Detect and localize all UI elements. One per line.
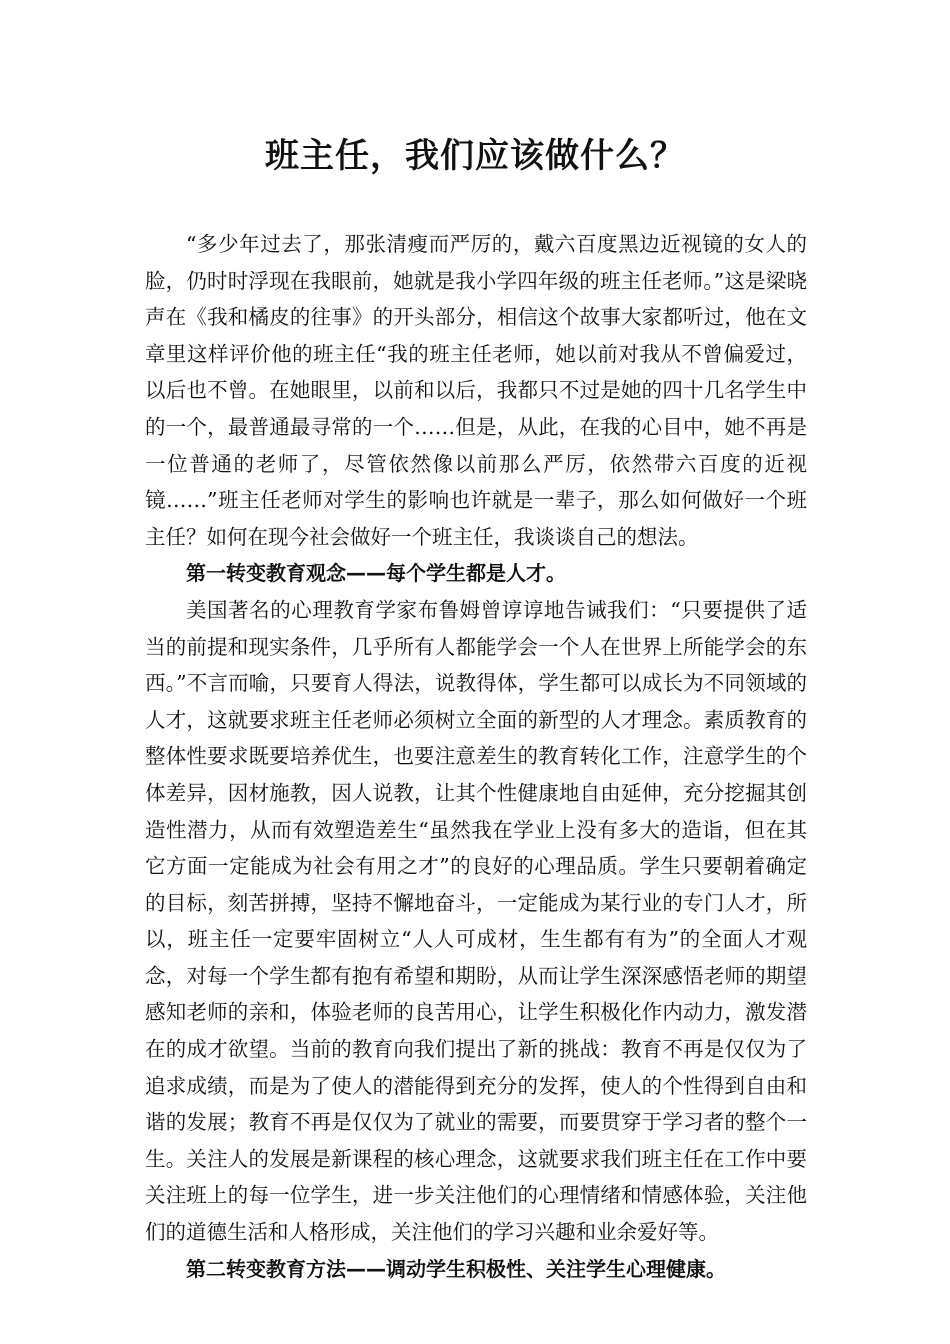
intro-paragraph: “多少年过去了，那张清瘦而严厉的，戴六百度黑边近视镜的女人的脸，仍时时浮现在我眼前，她就是我小学四年级的班主任老师。”这是梁晓声在《我和橘皮的往事》的开头部分，相信这个故事大家都听过，他在文章里这样评价他的班主任“我的班主任老师，她以前对我从不曾偏爱过，以后也不曾。在她眼里，以前和以后，我都只不过是她的四十几名学生中的一个，最普通最寻常的一个……但是，从此，在我的心目中，她不再是一位普通的老师了，尽管依然像以前那么严厉，依然带六百度的近视镜……”班主任老师对学生的影响也许就是一辈子，那么如何做好一个班主任？如何在现今社会做好一个班主任，我谈谈自己的想法。 xyxy=(145,232,807,549)
section-2-heading: 第二转变教育方法——调动学生积极性、关注学生心理健康。 xyxy=(186,1256,726,1281)
section-1-heading: 第一转变教育观念——每个学生都是人才。 xyxy=(186,561,566,586)
section-1-paragraph: 美国著名的心理教育学家布鲁姆曾谆谆地告诫我们：“只要提供了适当的前提和现实条件，几乎所有人都能学会一个人在世界上所能学会的东西。”不言而喻，只要育人得法，说教得体，学生都可以成长为不同领域的人才，这就要求班主任老师必须树立全面的新型的人才理念。素质教育的整体性要求既要培养优生，也要注意差生的教育转化工作，注意学生的个体差异，因材施教，因人说教，让其个性健康地自由延伸，充分挖掘其创造性潜力，从而有效塑造差生“虽然我在学业上没有多大的造诣，但在其它方面一定能成为社会有用之才”的良好的心理品质。学生只要朝着确定的目标，刻苦拼搏，坚持不懈地奋斗，一定能成为某行业的专门人才，所以，班主任一定要牢固树立“人人可成材，生生都有有为”的全面人才观念，对每一个学生都有抱有希望和期盼，从而让学生深深感悟老师的期望感知老师的亲和，体验老师的良苦用心，让学生积极化作内动力，激发潜在的成才欲望。当前的教育向我们提出了新的挑战：教育不再是仅仅为了追求成绩，而是为了使人的潜能得到充分的发挥，使人的个性得到自由和谐的发展；教育不再是仅仅为了就业的需要，而要贯穿于学习者的整个一生。关注人的发展是新课程的核心理念，这就要求我们班主任在工作中要关注班上的每一位学生，进一步关注他们的心理情绪和情感体验，关注他们的道德生活和人格形成，关注他们的学习兴趣和业余爱好等。 xyxy=(145,597,807,1245)
document-body xyxy=(145,226,807,1287)
document-title: 班主任，我们应该做什么？ xyxy=(265,136,685,176)
